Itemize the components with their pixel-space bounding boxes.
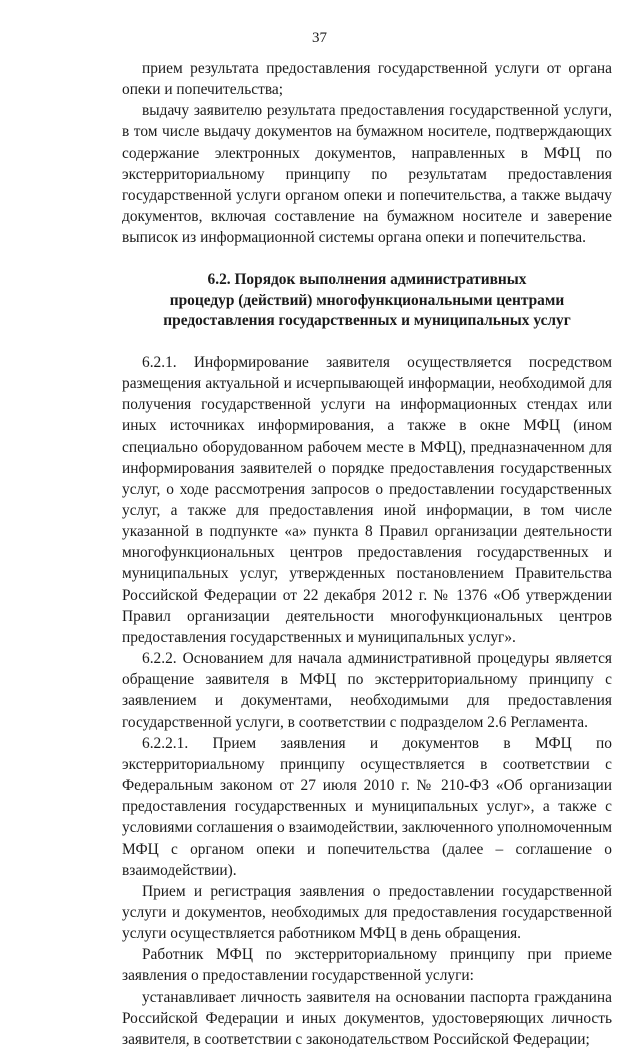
paragraph-6-2-2: 6.2.2. Основанием для начала административной процедуры является обращение заявителя в МФЦ по экстерриториальному принципу с заявлением и документами, необходимыми для предоставления государственной услуги, в соответствии с подразделом 2.6 Регламента.: [122, 650, 612, 731]
section-heading-line-2: процедур (действий) многофункциональными центрами: [169, 291, 565, 309]
page-number: 37: [312, 30, 327, 46]
paragraph-reception-registration: Прием и регистрация заявления о предоставлении государственной услуги и документов, необходимых для предоставления государственной услуги осуществляется работником МФЦ в день обращения.: [122, 882, 612, 943]
paragraph-identity-check: устанавливает личность заявителя на основании паспорта гражданина Российской Федерации и иных документов, удостоверяющих личность заявителя, в соответствии с законодательством Российской Федерации;: [122, 988, 612, 1048]
paragraph-6-2-2-1: 6.2.2.1. Прием заявления и документов в МФЦ по экстерриториальному принципу осуществляется в соответствии с Федеральным законом от 27 июля 2010 г. № 210-ФЗ «Об организации предоставления государственных и муниципальных услуг», а также с условиями соглашения о взаимодействии, заключенного уполномоченным МФЦ с органом опеки и попечительства (далее – соглашение о взаимодействии).: [122, 734, 612, 879]
section-heading-line-3: предоставления государственных и муниципальных услуг: [163, 312, 571, 330]
intro-paragraph-1: прием результата предоставления государственной услуги от органа опеки и попечительства;: [122, 60, 612, 99]
intro-paragraph-2: выдачу заявителю результата предоставления государственной услуги, в том числе выдачу документов на бумажном носителе, подтверждающих содержание электронных документов, направленных в МФЦ по экстерриториальному принципу по результатам предоставления государственной услуги органом опеки и попечительства, а также выдачу документов, включая составление на бумажном носителе и заверение выписок из информационной системы органа опеки и попечительства.: [122, 102, 612, 247]
document-body: [122, 58, 612, 1050]
section-heading: [122, 270, 612, 332]
section-heading-line-1: 6.2. Порядок выполнения административных: [207, 271, 527, 289]
paragraph-mfc-worker: Работник МФЦ по экстерриториальному принципу при приеме заявления о предоставлении государственной услуги:: [122, 946, 612, 985]
paragraph-6-2-1: 6.2.1. Информирование заявителя осуществляется посредством размещения актуальной и исчерпывающей информации, необходимой для получения государственной услуги на информационных стендах или иных источниках информирования, а также в окне МФЦ (ином специально оборудованном рабочем месте в МФЦ), предназначенном для информирования заявителей о порядке предоставления государственных услуг, о ходе рассмотрения запросов о предоставлении государственных услуг, а также для предоставления иной информации, в том числе указанной в подпункте «а» пункта 8 Правил организации деятельности многофункциональных центров предоставления государственных и муниципальных услуг, утвержденных постановлением Правительства Российской Федерации от 22 декабря 2012 г. № 1376 «Об утверждении Правил организации деятельности многофункциональных центров предоставления государственных и муниципальных услуг».: [122, 353, 612, 646]
